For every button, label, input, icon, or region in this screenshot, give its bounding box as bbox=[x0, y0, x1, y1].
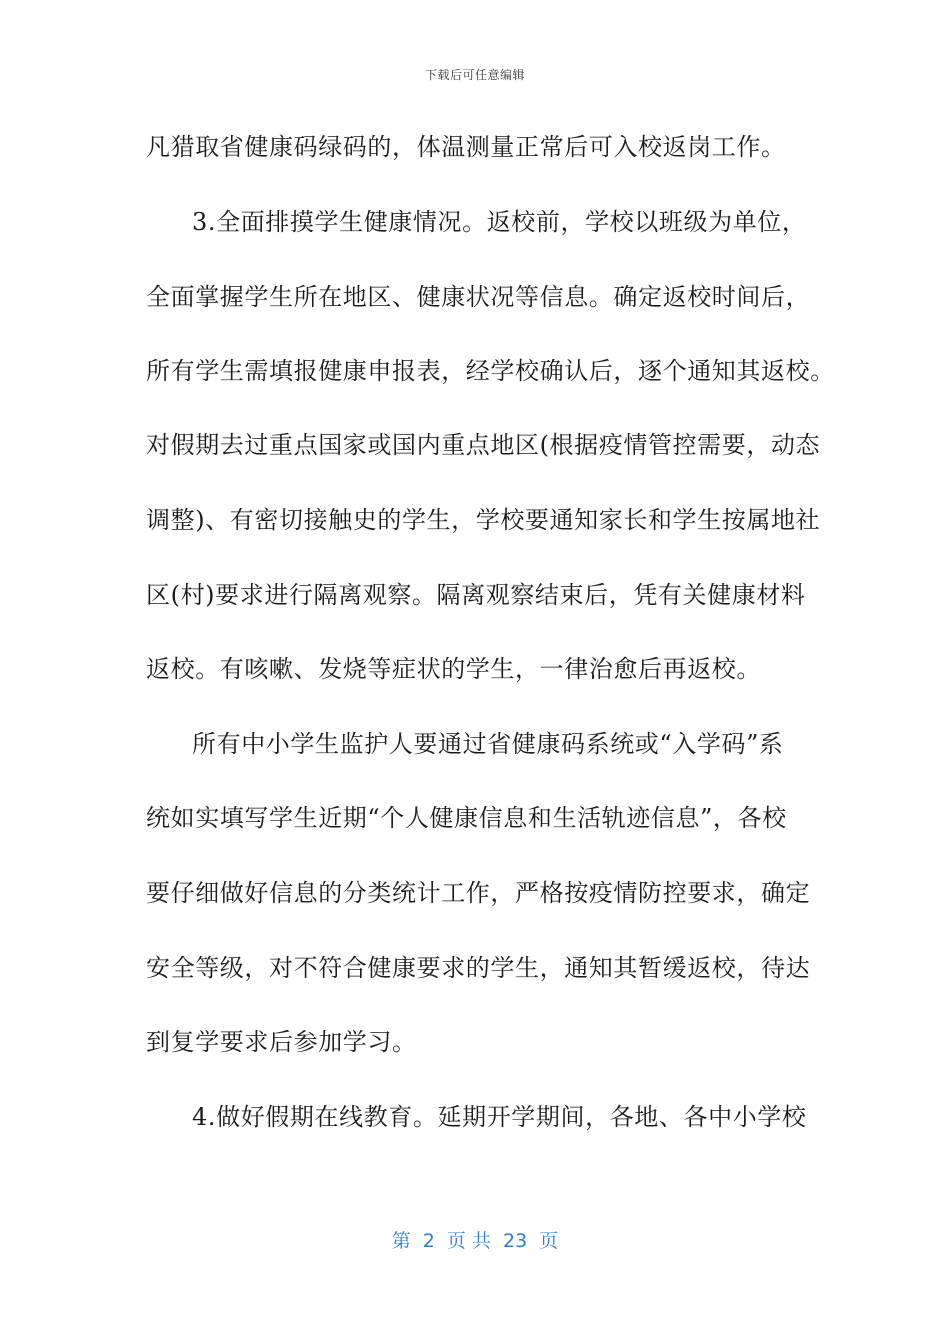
body-line-11: 要仔细做好信息的分类统计工作，严格按疫情防控要求，确定 bbox=[146, 879, 811, 907]
body-line-14: 4.做好假期在线教育。延期开学期间，各地、各中小学校 bbox=[192, 1103, 807, 1131]
body-line-12: 安全等级，对不符合健康要求的学生，通知其暂缓返校，待达 bbox=[146, 954, 811, 982]
body-line-5: 对假期去过重点国家或国内重点地区(根据疫情管控需要，动态 bbox=[146, 431, 821, 459]
body-line-2: 3.全面排摸学生健康情况。返校前，学校以班级为单位， bbox=[192, 208, 807, 236]
body-line-10: 统如实填写学生近期“个人健康信息和生活轨迹信息”，各校 bbox=[146, 804, 787, 832]
page-number: 第 2 页 共 23 页 bbox=[391, 1230, 559, 1252]
body-line-8: 返校。有咳嗽、发烧等症状的学生，一律治愈后再返校。 bbox=[146, 655, 761, 683]
body-line-1: 凡猎取省健康码绿码的，体温测量正常后可入校返岗工作。 bbox=[146, 133, 786, 161]
body-line-9: 所有中小学生监护人要通过省健康码系统或“入学码”系 bbox=[192, 730, 784, 758]
body-line-4: 所有学生需填报健康申报表，经学校确认后，逐个通知其返校。 bbox=[146, 357, 835, 385]
body-line-6: 调整)、有密切接触史的学生，学校要通知家长和学生按属地社 bbox=[146, 506, 821, 534]
download-note: 下载后可任意编辑 bbox=[424, 68, 525, 82]
body-line-3: 全面掌握学生所在地区、健康状况等信息。确定返校时间后， bbox=[146, 283, 811, 311]
body-line-13: 到复学要求后参加学习。 bbox=[146, 1028, 417, 1056]
body-line-7: 区(村)要求进行隔离观察。隔离观察结束后，凭有关健康材料 bbox=[146, 581, 806, 609]
